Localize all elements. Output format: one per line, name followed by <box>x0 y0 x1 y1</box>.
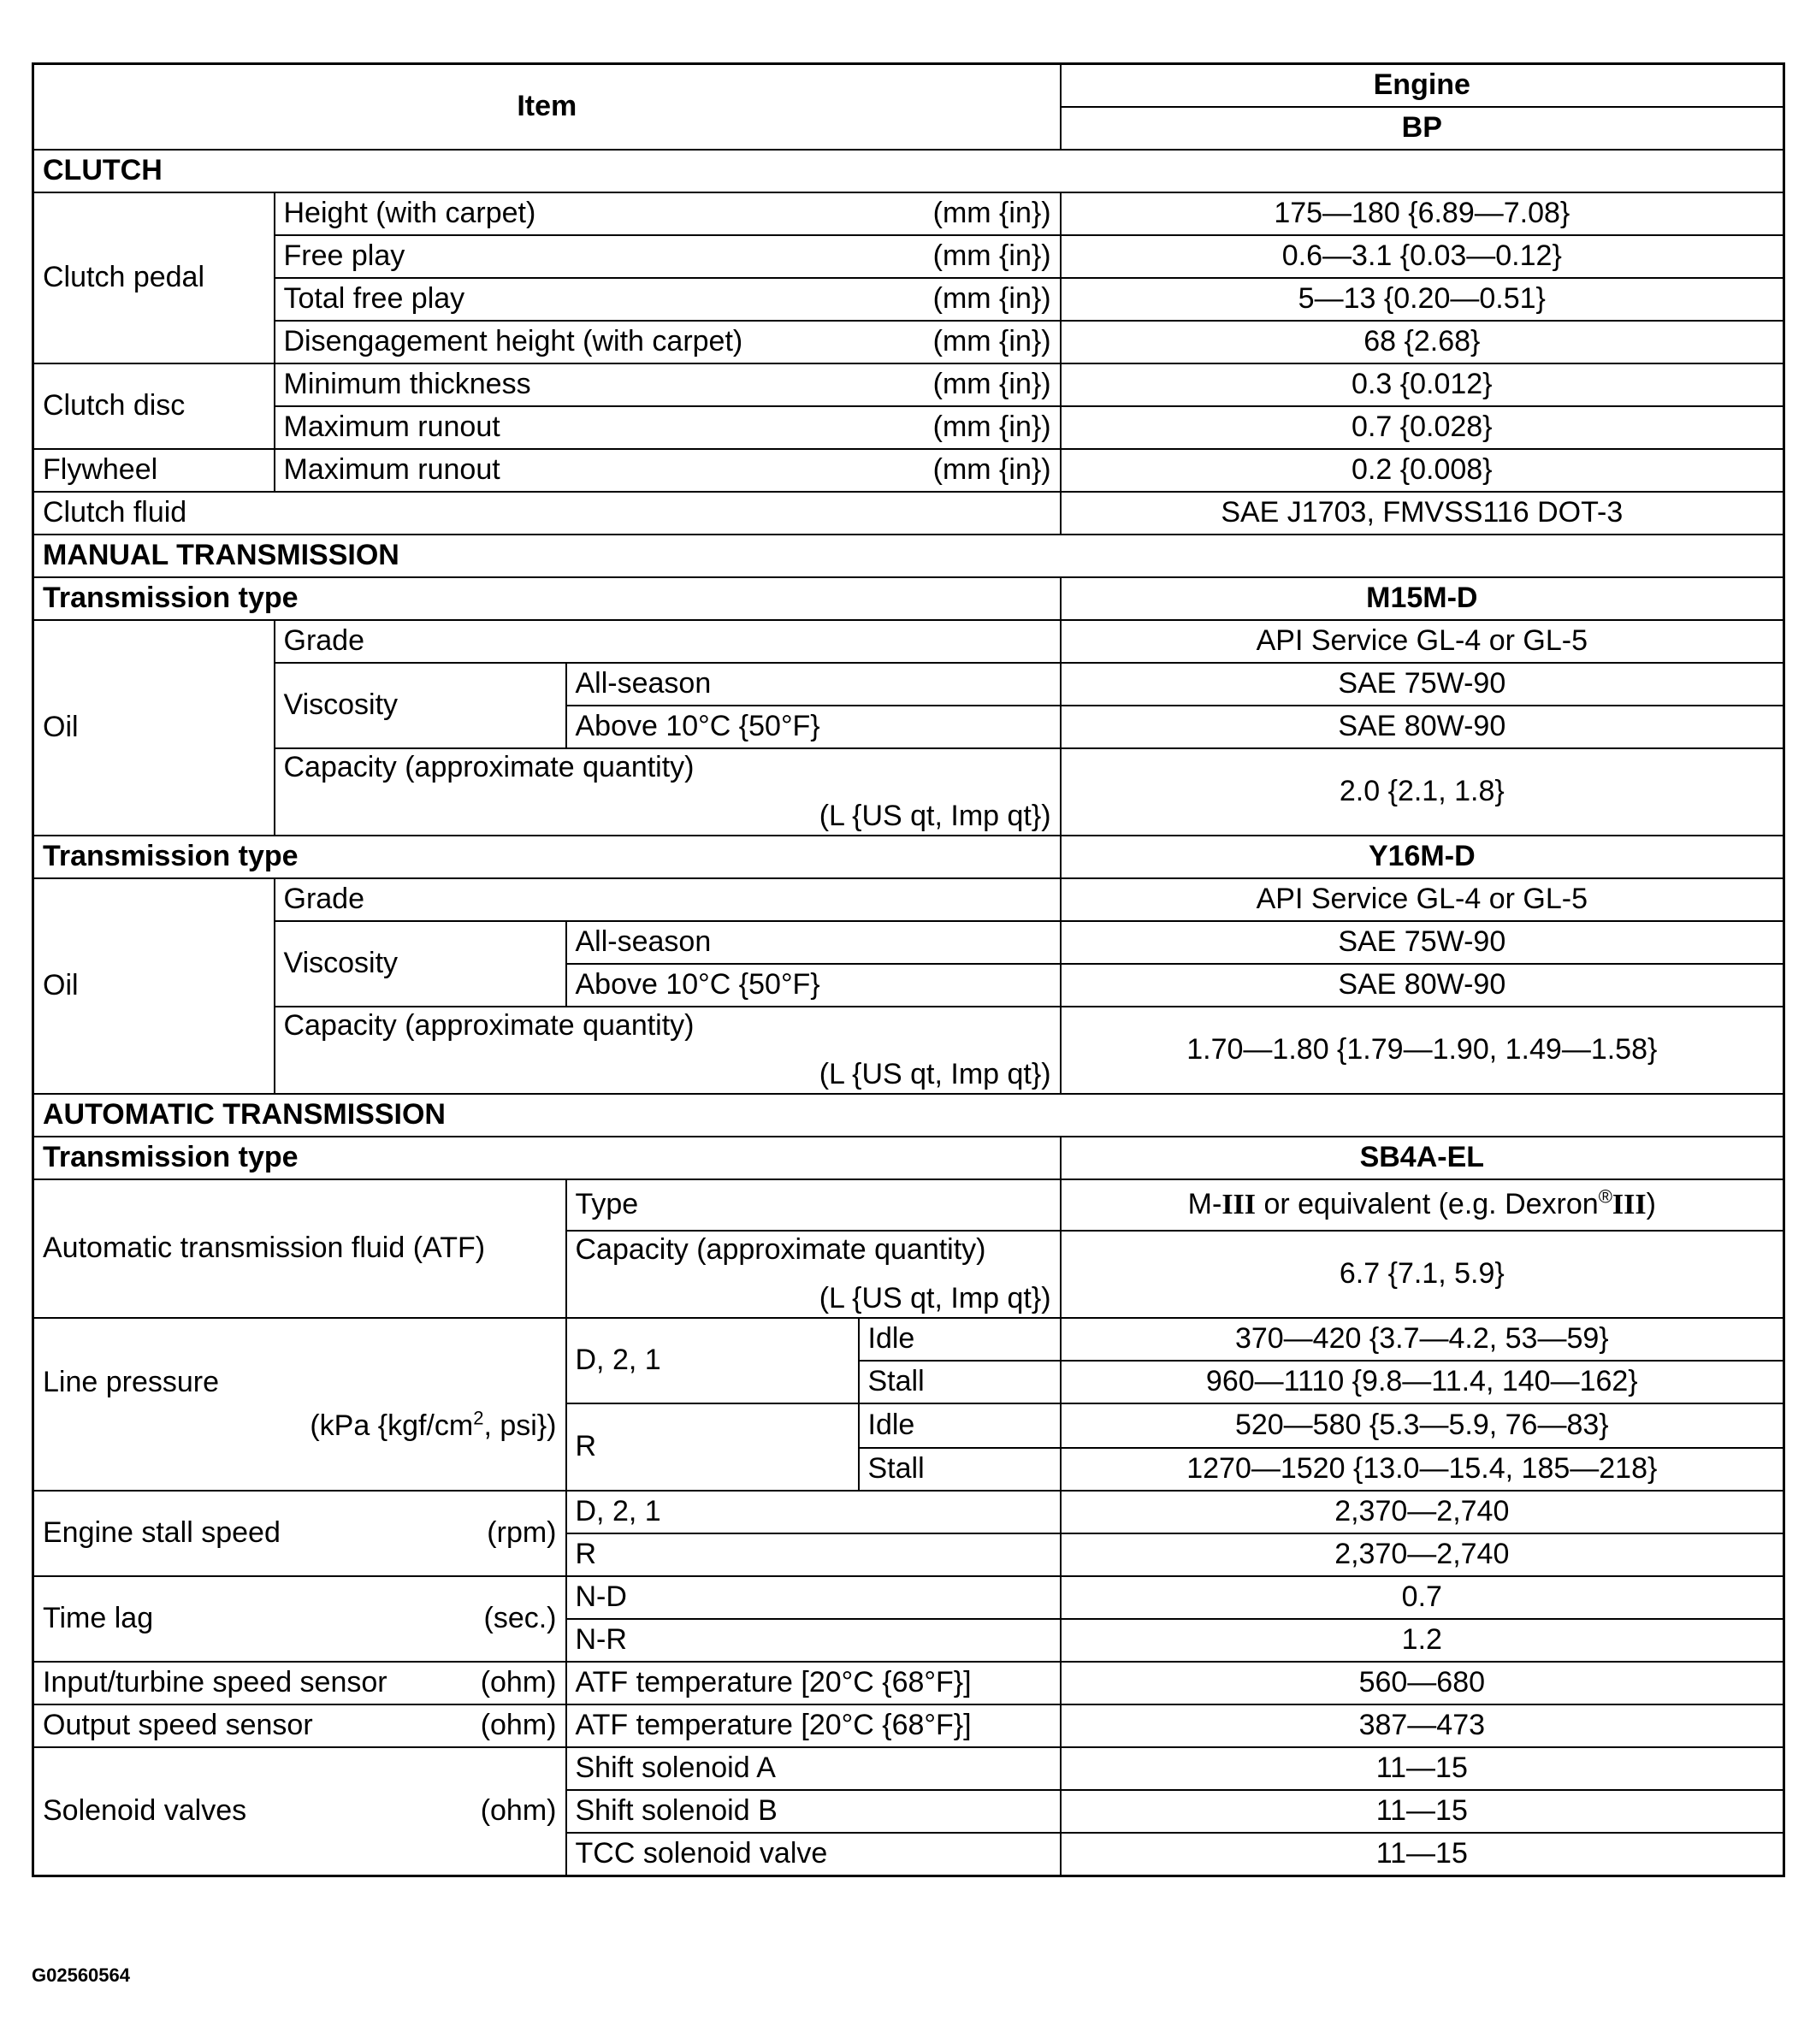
idle-label: Idle <box>859 1403 1061 1448</box>
transmission-type-sb4a: SB4A-EL <box>1061 1137 1784 1179</box>
time-lag-label: Time lag <box>43 1602 154 1635</box>
shift-b-value: 11—15 <box>1061 1790 1784 1833</box>
oil-label: Oil <box>33 878 275 1094</box>
grade-label: Grade <box>275 878 1061 921</box>
atf-temp-label: ATF temperature [20°C {68°F}] <box>566 1704 1061 1747</box>
range-r-label: R <box>566 1533 1061 1576</box>
clutch-disc-label: Clutch disc <box>33 363 275 449</box>
unit-label: (mm {in}) <box>932 325 1051 358</box>
range-d21-label: D, 2, 1 <box>566 1491 1061 1533</box>
stall-speed-label: Engine stall speed <box>43 1516 281 1550</box>
figure-code: G02560564 <box>32 1964 130 1986</box>
pedal-total-free-play-cell <box>275 278 1061 321</box>
disc-min-thickness-value: 0.3 {0.012} <box>1061 363 1784 406</box>
table-row <box>33 921 1784 964</box>
clutch-fluid-label: Clutch fluid <box>33 492 1061 535</box>
line-pressure-unit-sup: 2 <box>473 1407 484 1429</box>
output-sensor-cell <box>33 1704 566 1747</box>
capacity-cell <box>275 748 1061 836</box>
tcc-value: 11—15 <box>1061 1833 1784 1876</box>
pedal-height-label: Height (with carpet) <box>283 197 536 230</box>
table-row <box>33 1179 1784 1231</box>
y16-above-value: SAE 80W-90 <box>1061 964 1784 1007</box>
pedal-total-free-play-value: 5—13 {0.20—0.51} <box>1061 278 1784 321</box>
table-row <box>33 836 1784 878</box>
atf-type-roman2: III <box>1612 1189 1647 1221</box>
table-row <box>33 577 1784 620</box>
pedal-height-value: 175—180 {6.89—7.08} <box>1061 192 1784 235</box>
atf-capacity-cell <box>566 1231 1061 1318</box>
table-row <box>33 406 1784 449</box>
lp-r-idle-value: 520—580 {5.3—5.9, 76—83} <box>1061 1403 1784 1448</box>
atf-temp-label: ATF temperature [20°C {68°F}] <box>566 1662 1061 1704</box>
above-10c-label: Above 10°C {50°F} <box>566 706 1061 748</box>
time-lag-unit: (sec.) <box>483 1602 557 1635</box>
viscosity-label: Viscosity <box>275 921 566 1007</box>
all-season-label: All-season <box>566 663 1061 706</box>
table-header-row <box>33 64 1784 108</box>
clutch-pedal-label: Clutch pedal <box>33 192 275 363</box>
input-sensor-label: Input/turbine speed sensor <box>43 1666 387 1699</box>
transmission-type-m15: M15M-D <box>1061 577 1784 620</box>
unit-label: (mm {in}) <box>932 411 1051 444</box>
shift-a-value: 11—15 <box>1061 1747 1784 1790</box>
solenoid-label: Solenoid valves <box>43 1794 247 1828</box>
capacity-unit: (L {US qt, Imp qt}) <box>819 799 1051 832</box>
all-season-label: All-season <box>566 921 1061 964</box>
output-sensor-label: Output speed sensor <box>43 1709 313 1742</box>
pedal-height-cell <box>275 192 1061 235</box>
table-row <box>33 1318 1784 1361</box>
output-sensor-value: 387—473 <box>1061 1704 1784 1747</box>
stall-d21-value: 2,370—2,740 <box>1061 1491 1784 1533</box>
section-row <box>33 535 1784 577</box>
y16-grade-value: API Service GL-4 or GL-5 <box>1061 878 1784 921</box>
table-row <box>33 878 1784 921</box>
atf-label: Automatic transmission fluid (ATF) <box>33 1179 566 1318</box>
time-lag-cell <box>33 1576 566 1662</box>
table-row <box>33 321 1784 363</box>
line-pressure-unit-b: , psi}) <box>483 1409 557 1442</box>
atf-type-roman: III <box>1221 1189 1257 1221</box>
nr-value: 1.2 <box>1061 1619 1784 1662</box>
nd-value: 0.7 <box>1061 1576 1784 1619</box>
line-pressure-unit <box>310 1407 557 1442</box>
atf-capacity-label: Capacity (approximate quantity) <box>575 1233 986 1266</box>
unit-label: (mm {in}) <box>932 453 1051 487</box>
m15-grade-value: API Service GL-4 or GL-5 <box>1061 620 1784 663</box>
pedal-free-play-label: Free play <box>283 239 405 273</box>
above-10c-label: Above 10°C {50°F} <box>566 964 1061 1007</box>
line-pressure-cell <box>33 1318 566 1491</box>
section-automatic-transmission: AUTOMATIC TRANSMISSION <box>33 1094 1784 1137</box>
table-row <box>33 1747 1784 1790</box>
shift-a-label: Shift solenoid A <box>566 1747 1061 1790</box>
tcc-label: TCC solenoid valve <box>566 1833 1061 1876</box>
pedal-disengagement-cell <box>275 321 1061 363</box>
input-sensor-cell <box>33 1662 566 1704</box>
table-row <box>33 192 1784 235</box>
nd-label: N-D <box>566 1576 1061 1619</box>
atf-capacity-unit: (L {US qt, Imp qt}) <box>819 1281 1051 1314</box>
disc-max-runout-cell <box>275 406 1061 449</box>
section-clutch: CLUTCH <box>33 150 1784 192</box>
table-row <box>33 1007 1784 1094</box>
capacity-label: Capacity (approximate quantity) <box>283 751 695 783</box>
flywheel-label: Flywheel <box>33 449 275 492</box>
table-row <box>33 363 1784 406</box>
transmission-type-label: Transmission type <box>33 1137 1061 1179</box>
header-item: Item <box>33 64 1061 151</box>
atf-type-label: Type <box>566 1179 1061 1231</box>
unit-ohm: (ohm) <box>480 1666 557 1699</box>
atf-type-prefix: M- <box>1187 1188 1222 1221</box>
range-r-label: R <box>566 1403 859 1491</box>
section-manual-transmission: MANUAL TRANSMISSION <box>33 535 1784 577</box>
flywheel-max-runout-cell <box>275 449 1061 492</box>
m15-above-value: SAE 80W-90 <box>1061 706 1784 748</box>
unit-label: (mm {in}) <box>932 368 1051 401</box>
table-row <box>33 449 1784 492</box>
nr-label: N-R <box>566 1619 1061 1662</box>
unit-ohm: (ohm) <box>480 1794 557 1828</box>
table-row <box>33 748 1784 836</box>
header-engine: Engine <box>1061 64 1784 108</box>
m15-all-season-value: SAE 75W-90 <box>1061 663 1784 706</box>
capacity-cell <box>275 1007 1061 1094</box>
flywheel-max-runout-label: Maximum runout <box>283 453 500 487</box>
line-pressure-label: Line pressure <box>43 1365 220 1398</box>
unit-label: (mm {in}) <box>932 197 1051 230</box>
unit-label: (mm {in}) <box>932 282 1051 316</box>
table-row <box>33 1137 1784 1179</box>
stall-label: Stall <box>859 1448 1061 1491</box>
y16-all-season-value: SAE 75W-90 <box>1061 921 1784 964</box>
pedal-disengagement-value: 68 {2.68} <box>1061 321 1784 363</box>
registered-mark: ® <box>1598 1185 1612 1208</box>
solenoid-cell <box>33 1747 566 1876</box>
table-row <box>33 1704 1784 1747</box>
oil-label: Oil <box>33 620 275 836</box>
section-row <box>33 1094 1784 1137</box>
table-row <box>33 1491 1784 1533</box>
lp-d21-stall-value: 960—1110 {9.8—11.4, 140—162} <box>1061 1361 1784 1403</box>
pedal-free-play-value: 0.6—3.1 {0.03—0.12} <box>1061 235 1784 278</box>
atf-type-suffix: ) <box>1646 1188 1656 1221</box>
stall-speed-cell <box>33 1491 566 1576</box>
line-pressure-unit-a: (kPa {kgf/cm <box>310 1409 474 1442</box>
atf-type-mid: or equivalent (e.g. Dexron <box>1256 1188 1599 1221</box>
pedal-disengagement-label: Disengagement height (with carpet) <box>283 325 743 358</box>
shift-b-label: Shift solenoid B <box>566 1790 1061 1833</box>
table-row <box>33 492 1784 535</box>
transmission-type-label: Transmission type <box>33 577 1061 620</box>
table-row <box>33 1662 1784 1704</box>
idle-label: Idle <box>859 1318 1061 1361</box>
m15-capacity-value: 2.0 {2.1, 1.8} <box>1061 748 1784 836</box>
table-row <box>33 620 1784 663</box>
pedal-total-free-play-label: Total free play <box>283 282 465 316</box>
stall-label: Stall <box>859 1361 1061 1403</box>
lp-r-stall-value: 1270—1520 {13.0—15.4, 185—218} <box>1061 1448 1784 1491</box>
flywheel-max-runout-value: 0.2 {0.008} <box>1061 449 1784 492</box>
viscosity-label: Viscosity <box>275 663 566 748</box>
transmission-type-label: Transmission type <box>33 836 1061 878</box>
unit-ohm: (ohm) <box>480 1709 557 1742</box>
grade-label: Grade <box>275 620 1061 663</box>
table-row <box>33 663 1784 706</box>
capacity-label: Capacity (approximate quantity) <box>283 1009 695 1042</box>
capacity-unit: (L {US qt, Imp qt}) <box>819 1057 1051 1090</box>
y16-capacity-value: 1.70—1.80 {1.79—1.90, 1.49—1.58} <box>1061 1007 1784 1094</box>
input-sensor-value: 560—680 <box>1061 1662 1784 1704</box>
unit-label: (mm {in}) <box>932 239 1051 273</box>
header-engine-code: BP <box>1061 107 1784 150</box>
specification-table <box>32 62 1785 1877</box>
spec-sheet <box>32 62 1783 1877</box>
stall-speed-unit: (rpm) <box>487 1516 557 1550</box>
disc-max-runout-label: Maximum runout <box>283 411 500 444</box>
disc-min-thickness-cell <box>275 363 1061 406</box>
lp-d21-idle-value: 370—420 {3.7—4.2, 53—59} <box>1061 1318 1784 1361</box>
stall-r-value: 2,370—2,740 <box>1061 1533 1784 1576</box>
table-row <box>33 235 1784 278</box>
transmission-type-y16: Y16M-D <box>1061 836 1784 878</box>
range-d21-label: D, 2, 1 <box>566 1318 859 1403</box>
disc-max-runout-value: 0.7 {0.028} <box>1061 406 1784 449</box>
clutch-fluid-value: SAE J1703, FMVSS116 DOT-3 <box>1061 492 1784 535</box>
section-row <box>33 150 1784 192</box>
atf-type-value <box>1061 1179 1784 1231</box>
table-row <box>33 1576 1784 1619</box>
table-row <box>33 278 1784 321</box>
atf-capacity-value: 6.7 {7.1, 5.9} <box>1061 1231 1784 1318</box>
disc-min-thickness-label: Minimum thickness <box>283 368 531 401</box>
pedal-free-play-cell <box>275 235 1061 278</box>
